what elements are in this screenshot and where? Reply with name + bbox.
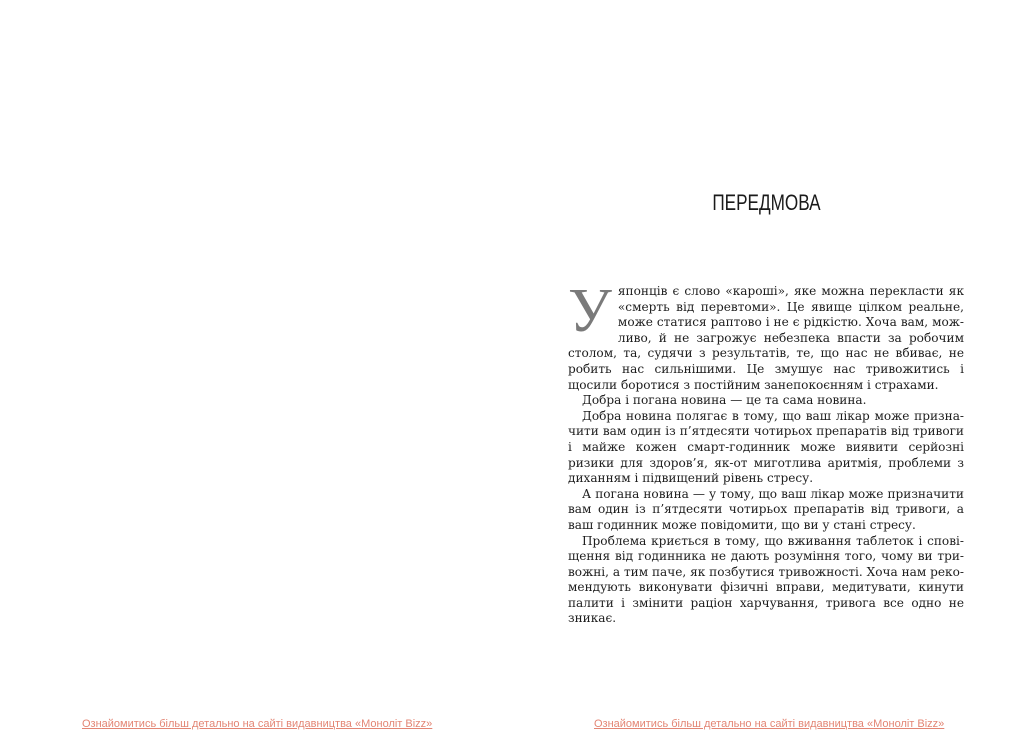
paragraph-1 [568,277,964,393]
paragraph-2: Добра і погана новина — це та сама новина. [582,393,867,408]
drop-cap: У [568,277,612,345]
paragraph-1-text: японців є слово «кароші», яке можна перекласти як «смерть від перевтоми». Це явище цілком реальне, може статися раптово і не є рідкістю. Хоча вам, можливо, й не загрожує небезпека впасти за робочим столом, та, судячи з результатів, те, що нас не вбиває, не робить нас сильнішими. Це змушує нас тривожитись і щосили боротися з постійним занепокоєнням і страхами. [568,284,964,392]
publisher-link-left[interactable]: Ознайомитись більш детально на сайті видавництва «Моноліт Bizz» [82,718,433,730]
chapter-body [568,277,964,627]
paragraph-3: Добра новина полягає в тому, що ваш лікар може призначити вам один із п’ятдесяти чотирьох препаратів від тривоги і майже кожен смарт-годинник може виявити серйозні ризики для здоров’я, як-от миготлива аритмія, проблеми з диханням і підвищений рівень стресу. [568,408,964,486]
right-page [512,0,1024,741]
publisher-link-right[interactable]: Ознайомитись більш детально на сайті видавництва «Моноліт Bizz» [594,718,945,730]
paragraph-5: Проблема криється в тому, що вживання таблеток і сповіщення від годинника не дають розуміння того, чому ви тривожні, а тим паче, як позбутися тривожності. Хоча нам рекомендують виконувати фізичні вправи, медитувати, кинути палити і змінити раціон харчування, тривога все одно не зникає. [568,533,964,626]
paragraph-4: А погана новина — у тому, що ваш лікар може призначити вам один із п’ятдесяти чотирьох препаратів від тривоги, а ваш годинник може повідомити, що ви у стані стресу. [568,486,964,532]
chapter-heading: ПЕРЕДМОВА [712,190,821,215]
